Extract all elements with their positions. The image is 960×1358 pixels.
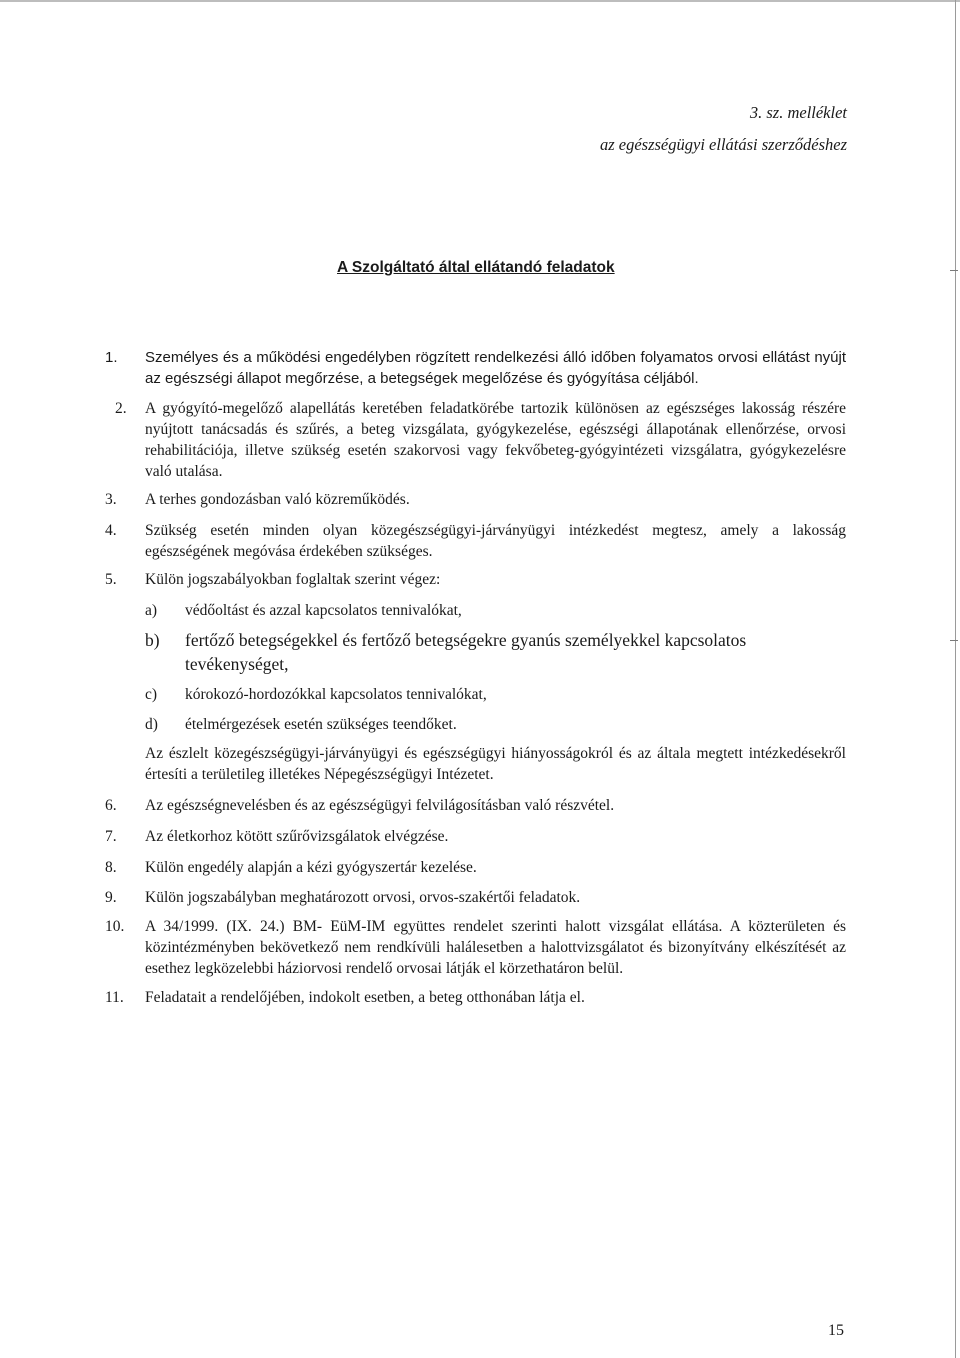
list-item <box>105 569 846 590</box>
item-text: Az életkorhoz kötött szűrővizsgálatok elvégzése. <box>145 828 449 845</box>
list-item <box>105 795 846 816</box>
scan-mark <box>950 640 958 641</box>
scan-mark <box>950 270 958 271</box>
item-text: A terhes gondozásban való közreműködés. <box>145 491 410 508</box>
item-text: Külön jogszabályokban foglaltak szerint végez: <box>145 571 441 588</box>
item-number: 4. <box>105 522 117 539</box>
sub-item <box>145 684 846 705</box>
item-text: Személyes és a működési engedélyben rögzített rendelkezési álló időben folyamatos orvosi ellátást nyújt az egészségi állapot megőrzése, a betegségek megelőzése és gyógyítása céljából. <box>145 349 846 387</box>
item-number: 7. <box>105 828 117 845</box>
scan-border-top <box>0 0 960 2</box>
item-number: 8. <box>105 859 117 876</box>
item-text: A 34/1999. (IX. 24.) BM- EüM-IM együttes rendelet szerinti halott vizsgálat ellátása. A közterületen és közintézményben bekövetkező nem rendkívüli halálesetben a halottvizsgálatot és bizonyítvány elkészítését az esethez legközelebbi háziorvosi rendelő orvosai látják el körzethatáron belül. <box>145 918 846 977</box>
sub-item-text: ételmérgezések esetén szükséges teendőket. <box>185 716 457 733</box>
list-item <box>115 398 846 482</box>
list-item <box>105 489 846 510</box>
item-number: 5. <box>105 571 117 588</box>
page-number: 15 <box>828 1322 844 1339</box>
sub-item-letter: d) <box>145 716 158 733</box>
scan-border-right <box>955 0 956 1358</box>
list-item <box>105 826 846 847</box>
item-number: 3. <box>105 491 117 508</box>
list-item <box>105 987 846 1008</box>
sub-item-text: fertőző betegségekkel és fertőző betegségekre gyanús személyekkel kapcsolatos tevékenységet, <box>185 630 747 674</box>
list-item <box>105 347 846 389</box>
document-title: A Szolgáltató által ellátandó feladatok <box>337 259 615 276</box>
sub-item-text: kórokozó-hordozókkal kapcsolatos tennivalókat, <box>185 686 487 703</box>
item-number: 9. <box>105 889 117 906</box>
sub-item-letter: c) <box>145 686 158 703</box>
sub-item <box>145 628 846 676</box>
sub-item <box>145 714 846 735</box>
sub-item <box>145 600 846 621</box>
item-text: Külön engedély alapján a kézi gyógyszertár kezelése. <box>145 859 477 876</box>
list-item <box>105 857 846 878</box>
item-number: 10. <box>105 918 125 935</box>
item-text: Feladatait a rendelőjében, indokolt esetben, a beteg otthonában látja el. <box>145 989 585 1006</box>
sub-item-text: védőoltást és azzal kapcsolatos tennivalókat, <box>185 602 462 619</box>
sub-item-letter: a) <box>145 602 158 619</box>
annex-subtitle: az egészségügyi ellátási szerződéshez <box>599 135 847 154</box>
item-number: 1. <box>105 349 118 366</box>
item-number: 6. <box>105 797 117 814</box>
list-item <box>105 520 846 562</box>
annex-number: 3. sz. melléklet <box>749 103 847 122</box>
item-text: A gyógyító-megelőző alapellátás keretében feladatkörébe tartozik különösen az egészséges lakosság részére nyújtott tanácsadás és szűrés, a beteg vizsgálata, gyógykezelése, egészségi állapotának ellenőrzése, orvosi rehabilitációja, illetve szükség esetén szakorvosi vagy fekvőbeteg-gyógyintézeti vizsgálatra, gyógykezelésre való utalása. <box>145 400 846 480</box>
item-text: Külön jogszabályban meghatározott orvosi, orvos-szakértői feladatok. <box>145 889 581 906</box>
list-item <box>105 887 846 908</box>
sub-item-letter: b) <box>145 630 160 650</box>
list-item <box>105 916 846 979</box>
notification-paragraph: Az észlelt közegészségügyi-járványügyi és egészségügyi hiányosságokról és az általa megtett intézkedésekről értesíti a területileg illetékes Népegészségügyi Intézetet. <box>145 745 846 783</box>
item-text: Az egészségnevelésben és az egészségügyi felvilágosításban való részvétel. <box>145 797 615 814</box>
item-number: 11. <box>105 989 124 1006</box>
item-number: 2. <box>115 400 127 417</box>
item-text: Szükség esetén minden olyan közegészségügyi-járványügyi intézkedést megtesz, amely a lakosság egészségének megóvása érdekében szükséges. <box>145 522 846 560</box>
